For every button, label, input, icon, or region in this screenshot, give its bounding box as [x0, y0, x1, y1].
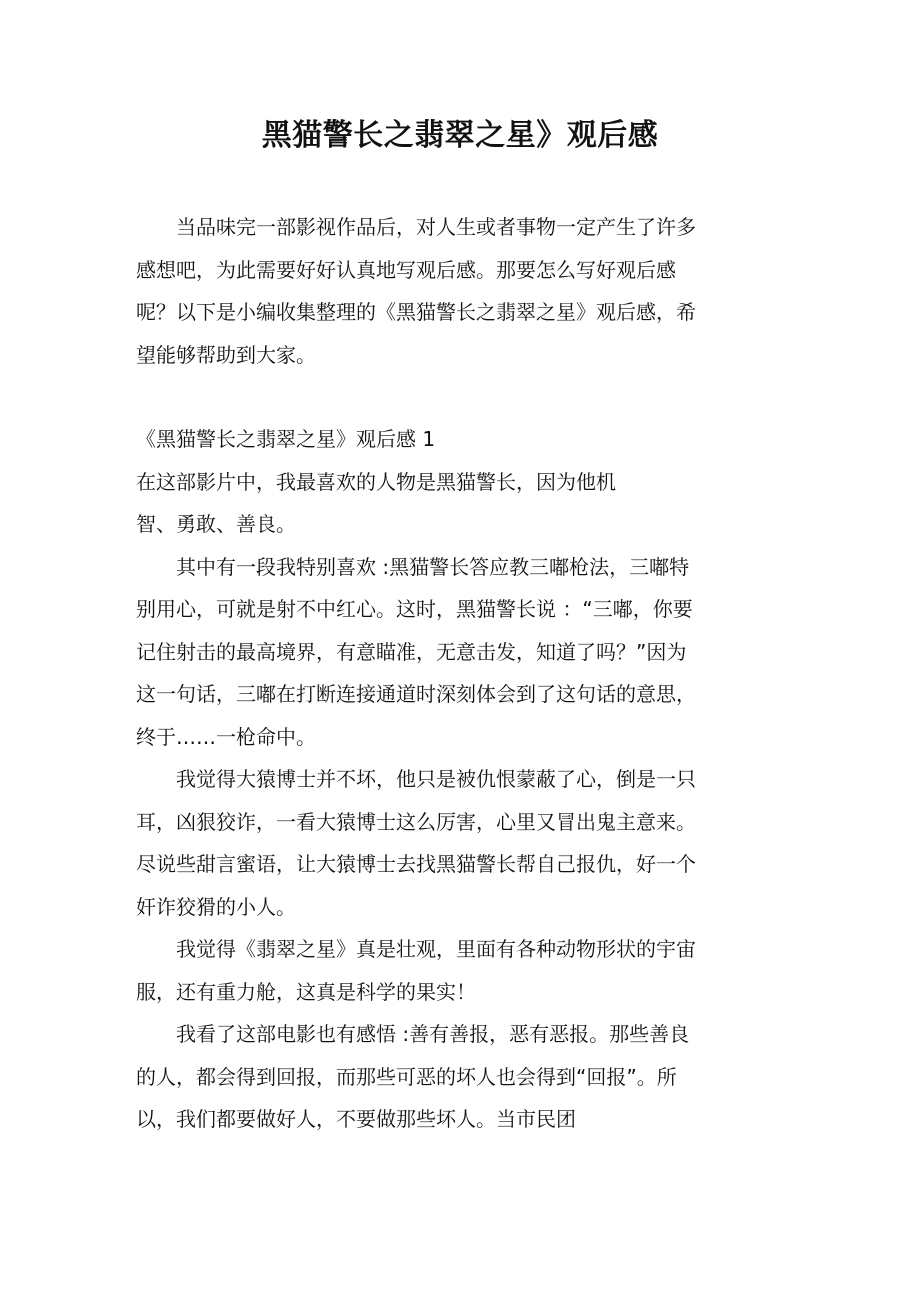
document-body [136, 206, 702, 1141]
paragraph-emerald-star: 我觉得《翡翠之星》真是壮观，里面有各种动物形状的宇宙服，还有重力舱，这真是科学的果实！ [136, 937, 696, 1004]
paragraph-doctor-ape: 我觉得大猿博士并不坏，他只是被仇恨蒙蔽了心，倒是一只耳，凶狠狡诈，一看大猿博士这么厉害，心里又冒出鬼主意来。尽说些甜言蜜语，让大猿博士去找黑猫警长帮自己报仇，好一个奸诈狡猾的小人。 [136, 767, 696, 919]
opening-line-1: 在这部影片中，我最喜欢的人物是黑猫警长，因为他机 [136, 469, 616, 494]
paragraph-marksmanship: 其中有一段我特别喜欢 :黑猫警长答应教三嘟枪法，三嘟特别用心，可就是射不中红心。这时，黑猫警长说 ：“三嘟，你要记住射击的最高境界，有意瞄准，无意击发，知道了吗？”因为这一句话，三嘟在打断连接通道时深刻体会到了这句话的意思，终于……一枪命中。 [136, 554, 696, 749]
section-heading: 《黑猫警长之翡翠之星》观后感 1 [136, 427, 436, 451]
paragraph-lesson: 我看了这部电影也有感悟 :善有善报，恶有恶报。那些善良的人，都会得到回报，而那些可恶的坏人也会得到“回报”。所以，我们都要做好人，不要做那些坏人。当市民团 [136, 1022, 690, 1131]
intro-paragraph: 当品味完一部影视作品后，对人生或者事物一定产生了许多感想吧，为此需要好好认真地写观后感。那要怎么写好观后感呢？以下是小编收集整理的《黑猫警长之翡翠之星》观后感，希望能够帮助到大家。 [136, 215, 696, 367]
document-title: 黑猫警长之翡翠之星》观后感 [261, 118, 659, 153]
opening-line-2: 智、勇敢、善良。 [136, 512, 296, 536]
